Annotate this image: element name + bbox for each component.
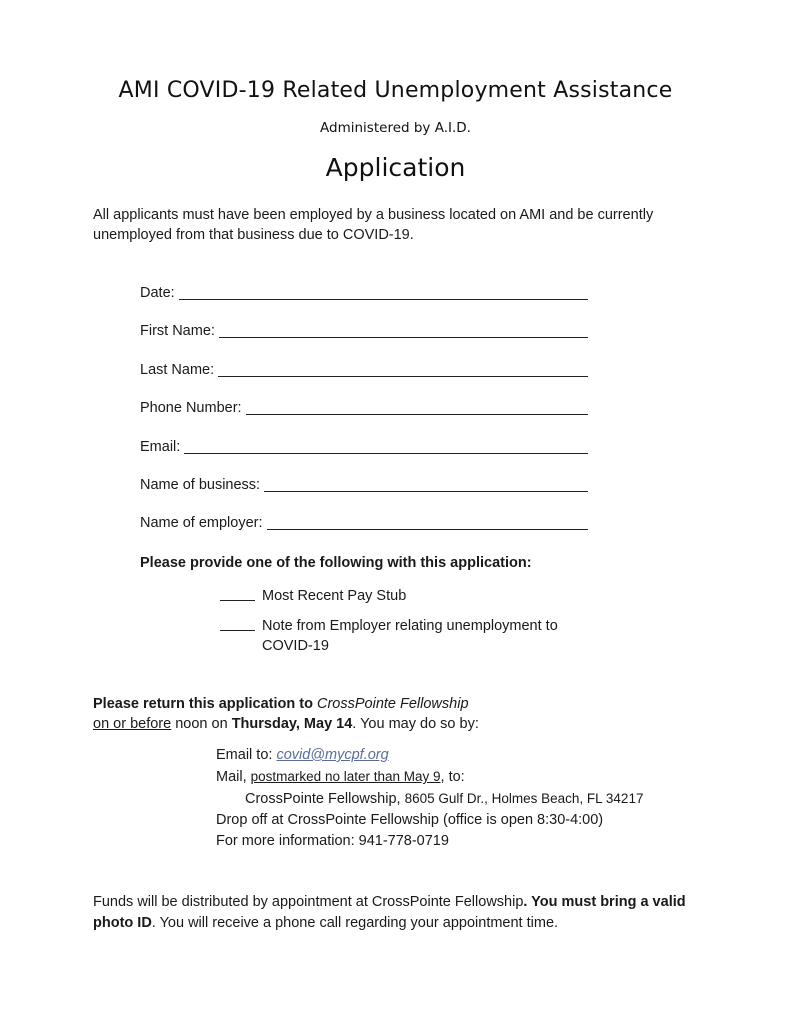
pay-stub-label: Most Recent Pay Stub [262,588,407,604]
first-name-label: First Name: [140,323,215,339]
employer-note-label: Note from Employer relating unemployment to COVID-19 [262,618,558,654]
return-instructions [93,694,713,734]
email-field[interactable] [140,436,588,456]
mailing-address [216,788,643,810]
employer-name-input-line[interactable] [267,529,589,530]
phone-number-field[interactable] [140,397,588,417]
business-name-field[interactable] [140,474,588,494]
mail-postmark-note: postmarked no later than May 9 [250,769,441,784]
funds-id-requirement: . You must bring a valid photo ID [93,894,686,931]
email-method [216,745,643,766]
date-field[interactable] [140,282,588,302]
contact-info: For more information: 941-778-0719 [216,833,449,849]
last-name-field[interactable] [140,359,588,379]
last-name-input-line[interactable] [218,376,588,377]
employer-note-checkline[interactable] [220,616,255,631]
first-name-input-line[interactable] [219,337,588,338]
form-title: AMI COVID-19 Related Unemployment Assistance [118,78,673,103]
return-lead: Please return this application to [93,696,317,712]
deadline-date: Thursday, May 14 [231,716,353,732]
address-street: 8605 Gulf Dr., Holmes Beach, FL 34217 [404,791,644,806]
email-label: Email: [140,439,181,455]
pay-stub-option[interactable] [220,586,572,606]
phone-number-input-line[interactable] [246,414,588,415]
date-label: Date: [140,285,175,301]
email-method-label: Email to: [216,747,277,763]
documents-heading: Please provide one of the following with this application: [140,555,532,571]
phone-number-label: Phone Number: [140,400,242,416]
email-link[interactable]: covid@mycpf.org [276,747,389,763]
eligibility-intro: All applicants must have been employed by a business located on AMI and be currently unemployed from that business due to COVID-19. [93,207,654,243]
last-name-label: Last Name: [140,362,215,378]
business-name-label: Name of business: [140,477,261,493]
dropoff-method: Drop off at CrossPointe Fellowship (office is open 8:30-4:00) [216,812,604,828]
form-subtitle: Administered by A.I.D. [320,120,471,136]
application-heading: Application [325,153,466,182]
deadline-underlined: on or before [93,716,172,732]
deadline-mid: noon on [171,716,232,732]
address-name: CrossPointe Fellowship, [245,791,405,807]
email-input-line[interactable] [184,453,588,454]
return-org: CrossPointe Fellowship [317,696,469,712]
business-name-input-line[interactable] [264,491,588,492]
funds-text: Funds will be distributed by appointment at CrossPointe Fellowship [93,894,524,910]
deadline-end: . You may do so by: [352,716,479,732]
employer-note-option[interactable] [220,616,572,656]
funds-end: . You will receive a phone call regarding your appointment time. [151,915,559,931]
employer-name-label: Name of employer: [140,515,263,531]
mail-method-label: Mail, [216,769,251,785]
funds-notice [93,892,713,934]
pay-stub-checkline[interactable] [220,586,255,601]
return-methods [216,745,643,852]
mail-method [216,766,643,788]
date-input-line[interactable] [179,299,588,300]
first-name-field[interactable] [140,320,588,340]
mail-method-end: , to: [440,769,465,785]
employer-name-field[interactable] [140,512,588,532]
